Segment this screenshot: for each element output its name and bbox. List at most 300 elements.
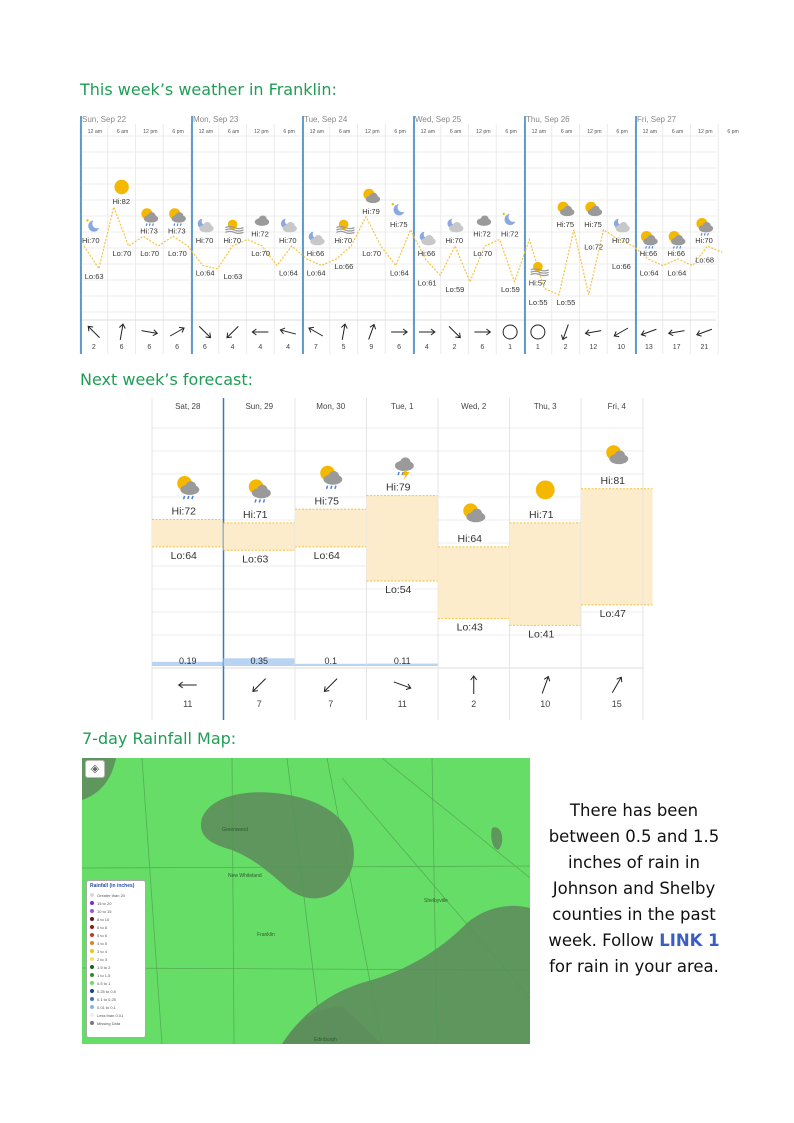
cloud-puff	[620, 222, 628, 230]
wind-arrow-icon	[179, 682, 197, 688]
high-temp-label: Hi:66	[417, 249, 436, 258]
high-temp-label: Hi:75	[584, 219, 602, 229]
hour-label: 12 pm	[365, 129, 380, 135]
cloud-moon-icon	[447, 217, 463, 232]
day-label: Sat, 28	[175, 402, 201, 411]
legend-label: Less than 0.01	[97, 1012, 124, 1018]
rain-icon	[669, 231, 686, 249]
low-temp-label: Lo:70	[362, 249, 382, 258]
partly-cloudy-icon	[363, 189, 380, 203]
cloud-puff	[186, 481, 197, 492]
low-temp-label: Lo:70	[140, 249, 160, 258]
rain-icon	[696, 218, 713, 236]
rain-drop	[649, 246, 650, 248]
map-place-label: Shelbyville	[424, 898, 448, 904]
cloud-puff	[615, 451, 626, 462]
rain-drop	[398, 472, 399, 475]
cloud-puff	[564, 206, 572, 214]
wind-arrow-icon	[322, 677, 339, 694]
low-temp-label: Lo:43	[456, 621, 483, 634]
cloud-puff	[481, 216, 489, 224]
day-label: Thu, 3	[533, 402, 557, 411]
legend-label: Missing Data	[97, 1020, 121, 1026]
legend-title: Rainfall (in inches)	[90, 883, 135, 889]
low-temp-label: Lo:47	[599, 607, 626, 620]
low-temp-label: Lo:59	[445, 284, 465, 294]
high-temp-label: Hi:72	[473, 229, 491, 239]
wind-arrow-shaft	[199, 326, 210, 337]
legend-swatch	[90, 909, 94, 913]
cloud-puff	[472, 509, 483, 519]
rain-drop	[677, 246, 678, 248]
legend-label: 5 to 6	[97, 932, 108, 938]
partly-cloudy-icon	[606, 445, 628, 464]
wind-arrow-icon	[225, 324, 241, 340]
hour-label: 12 pm	[587, 129, 602, 135]
low-temp-label: Lo:63	[242, 553, 269, 566]
fog-line	[225, 229, 243, 231]
legend-item	[90, 995, 142, 1003]
hour-label: 6 am	[338, 129, 351, 135]
calm-wind-icon	[531, 325, 545, 339]
wind-arrow-shaft	[324, 679, 337, 692]
low-temp-label: Lo:64	[195, 268, 215, 278]
legend-swatch	[90, 989, 94, 993]
low-temp-label: Lo:63	[223, 271, 243, 281]
cloud-puff	[703, 222, 711, 230]
hour-label: 6 pm	[616, 129, 628, 135]
low-temp-label: Lo:55	[528, 297, 548, 307]
wind-speed-label: 6	[119, 344, 124, 351]
high-temp-label: Hi:71	[528, 508, 554, 521]
legend-label: 0.1 to 0.25	[97, 996, 116, 1002]
legend-item	[90, 963, 142, 971]
cloud-puff	[148, 212, 156, 220]
cloud-puff	[203, 222, 211, 230]
high-temp-label: Hi:73	[140, 226, 158, 236]
wind-arrow-icon	[197, 324, 213, 340]
day-label: Wed, 2	[461, 402, 487, 411]
this-week-chart	[80, 115, 739, 354]
cloud-puff	[370, 193, 378, 201]
hour-label: 12 am	[87, 129, 103, 135]
day-label: Sun, Sep 22	[82, 115, 127, 124]
rain-drop	[259, 499, 260, 502]
rain-drop	[708, 233, 709, 235]
wind-speed-label: 17	[672, 344, 681, 351]
next-week-chart	[152, 398, 644, 720]
low-temp-label: Lo:64	[279, 268, 298, 278]
wind-speed-label: 6	[397, 344, 402, 351]
wind-arrow-icon	[366, 323, 377, 340]
hour-label: 12 pm	[698, 129, 713, 135]
hour-label: 6 pm	[505, 129, 517, 135]
cloud-puff	[647, 235, 655, 243]
wind-speed-label: 6	[202, 344, 207, 351]
rain-drop	[263, 499, 264, 502]
cloud-puff	[675, 235, 683, 243]
legend-item	[90, 971, 142, 979]
legend-label: 2 to 3	[97, 956, 108, 962]
rain-drop	[701, 233, 702, 235]
sun-disc	[114, 180, 128, 194]
wind-arrow-icon	[339, 324, 348, 341]
rainfall-summary-text: There has been between 0.5 and 1.5 inches of rain in Johnson and Shelby counties in the past week. Follow	[548, 801, 720, 950]
wind-speed-label: 1	[508, 344, 513, 351]
precip-label: 0.11	[393, 656, 411, 666]
wind-speed-label: 2	[452, 344, 457, 351]
wind-speed-label: 2	[91, 344, 96, 351]
high-temp-label: Hi:64	[457, 532, 483, 545]
legend-swatch	[90, 1005, 94, 1009]
hour-label: 12 pm	[476, 129, 491, 135]
legend-swatch	[90, 949, 94, 953]
rain-icon	[169, 208, 186, 226]
low-temp-label: Lo:54	[385, 584, 412, 596]
cloud-puff	[329, 471, 340, 482]
legend-item	[90, 1019, 142, 1027]
high-temp-label: Hi:72	[251, 229, 269, 239]
wind-arrow-icon	[668, 328, 685, 337]
hour-label: 12 am	[531, 129, 547, 135]
legend-swatch	[90, 1013, 94, 1017]
rainfall-map-heading: 7-day Rainfall Map:	[82, 729, 237, 748]
wind-arrow-icon	[471, 676, 477, 694]
rain-icon	[320, 466, 342, 489]
legend-swatch	[90, 997, 94, 1001]
high-temp-label: Hi:70	[695, 236, 713, 245]
legend-label: 0.5 to 1	[97, 980, 111, 986]
wind-arrow-icon	[169, 325, 186, 338]
low-temp-label: Lo:64	[667, 268, 687, 278]
wind-arrow-shaft	[88, 326, 99, 337]
map-layer	[82, 758, 530, 1044]
high-temp-label: Hi:72	[501, 229, 519, 239]
moon-icon	[86, 219, 102, 232]
cloud-moon-icon	[281, 217, 297, 232]
layers-button[interactable]	[85, 760, 105, 778]
rain-drop	[180, 223, 181, 225]
legend-swatch	[90, 981, 94, 985]
link-1[interactable]: LINK 1	[659, 931, 720, 950]
legend-swatch	[90, 941, 94, 945]
day-label: Tue, 1	[391, 402, 414, 411]
high-temp-label: Hi:57	[528, 278, 547, 288]
rain-drop	[680, 246, 681, 248]
wind-arrow-icon	[474, 329, 490, 335]
rain-drop	[255, 499, 256, 502]
sun-icon	[114, 180, 128, 194]
moon-icon	[503, 212, 519, 225]
high-temp-label: Hi:70	[82, 236, 100, 245]
temperature-band	[367, 496, 439, 581]
low-temp-label: Lo:70	[473, 249, 493, 258]
legend-swatch	[90, 973, 94, 977]
high-temp-label: Hi:66	[639, 249, 658, 258]
cloud-icon	[477, 216, 491, 226]
rain-drop	[652, 246, 653, 248]
high-temp-label: Hi:70	[612, 236, 630, 245]
rainfall-summary	[546, 798, 722, 980]
wind-speed-label: 5	[341, 344, 346, 351]
wind-speed-label: 6	[480, 344, 485, 351]
wind-speed-label: 6	[175, 344, 180, 351]
high-temp-label: Hi:66	[667, 249, 686, 258]
legend-swatch	[90, 925, 94, 929]
day-label: Mon, Sep 23	[193, 115, 239, 124]
legend-swatch	[90, 901, 94, 905]
legend-item	[90, 1003, 142, 1011]
rain-drop	[177, 223, 178, 225]
rain-drop	[188, 496, 189, 499]
rain-drop	[327, 486, 328, 489]
legend-item	[90, 891, 142, 899]
legend-label: 4 to 5	[97, 940, 108, 946]
hour-label: 6 pm	[172, 129, 184, 135]
cloud-puff	[592, 206, 600, 214]
temperature-band	[224, 523, 296, 550]
day-label: Fri, Sep 27	[637, 115, 677, 124]
rain-drop	[646, 246, 647, 248]
hour-label: 6 pm	[283, 129, 295, 135]
temperature-band	[438, 547, 510, 619]
rain-drop	[673, 246, 674, 248]
legend-label: 6 to 8	[97, 924, 108, 930]
wind-arrow-icon	[640, 326, 657, 337]
wind-arrow-shaft	[449, 326, 460, 337]
low-temp-label: Lo:41	[528, 628, 555, 641]
star	[392, 203, 394, 205]
low-temp-label: Lo:72	[584, 242, 604, 252]
fog-line	[336, 229, 354, 231]
cloud-puff	[259, 216, 267, 224]
cloud-moon-icon	[614, 217, 630, 232]
wind-arrow-icon	[141, 328, 158, 337]
low-temp-label: Lo:70	[112, 249, 132, 258]
cloud-puff	[314, 235, 322, 243]
wind-arrow-icon	[86, 324, 102, 340]
legend-label: 0.01 to 0.1	[97, 1004, 116, 1010]
hour-label: 12 am	[198, 129, 214, 135]
low-temp-label: Lo:66	[334, 262, 354, 271]
high-temp-label: Hi:72	[171, 505, 197, 518]
temperature-band	[152, 520, 224, 547]
legend-item	[90, 915, 142, 923]
map-place-label: Greenwood	[222, 827, 248, 833]
legend-item	[90, 955, 142, 963]
wind-arrow-shaft	[612, 677, 621, 693]
wind-arrow-icon	[696, 326, 713, 337]
hour-label: 6 pm	[727, 129, 739, 135]
wind-arrow-icon	[280, 327, 297, 337]
wind-arrow-icon	[251, 677, 268, 694]
moon-icon	[392, 203, 408, 216]
hour-label: 12 am	[642, 129, 658, 135]
day-label: Sun, 29	[245, 402, 274, 411]
wind-speed-label: 4	[230, 344, 235, 351]
high-temp-label: Hi:70	[195, 236, 214, 245]
legend-swatch	[90, 917, 94, 921]
wind-speed-label: 7	[256, 699, 262, 709]
partly-cloudy-icon	[463, 503, 485, 522]
legend-label: 8 to 10	[97, 916, 110, 922]
temperature-band	[295, 509, 367, 547]
wind-speed-label: 12	[589, 344, 598, 351]
high-temp-label: Hi:75	[390, 219, 408, 229]
legend-item	[90, 907, 142, 915]
low-temp-label: Lo:70	[251, 249, 271, 258]
legend-swatch	[90, 893, 94, 897]
wind-speed-label: 10	[540, 699, 551, 709]
hour-label: 12 am	[420, 129, 436, 135]
rain-drop	[335, 486, 336, 489]
legend-label: 0.25 to 0.5	[97, 988, 116, 994]
low-temp-label: Lo:68	[695, 255, 715, 265]
temperature-band	[510, 523, 582, 625]
legend-label: 10 to 15	[97, 908, 112, 914]
sun-icon	[536, 480, 555, 499]
legend-rows	[90, 891, 142, 1027]
low-temp-label: Lo:66	[612, 262, 631, 271]
legend-label: 1.5 to 2	[97, 964, 111, 970]
wind-speed-label: 4	[286, 344, 291, 351]
low-temp-label: Lo:63	[84, 271, 104, 281]
wind-speed-label: 6	[147, 344, 152, 351]
low-temp-label: Lo:55	[556, 297, 576, 307]
wind-arrow-icon	[585, 328, 602, 337]
moon-cut	[509, 212, 519, 222]
wind-arrow-icon	[117, 324, 126, 341]
cloud-moon-icon	[198, 217, 214, 232]
day-label: Tue, Sep 24	[304, 115, 348, 124]
wind-arrow-icon	[393, 679, 412, 691]
legend-label: 1 to 1.5	[97, 972, 111, 978]
day-label: Mon, 30	[316, 402, 346, 411]
moon-cut	[92, 219, 102, 229]
high-temp-label: Hi:70	[279, 236, 297, 245]
wind-speed-label: 21	[700, 344, 709, 351]
low-temp-label: Lo:64	[390, 268, 409, 278]
next-week-heading: Next week’s forecast:	[80, 370, 253, 389]
legend-swatch	[90, 1021, 94, 1025]
hour-label: 12 am	[309, 129, 325, 135]
calm-wind-icon	[503, 325, 517, 339]
rain-drop	[153, 223, 154, 225]
hour-label: 12 pm	[254, 129, 269, 135]
low-temp-label: Lo:64	[170, 549, 197, 562]
rainfall-summary-tail: for rain in your area.	[549, 957, 719, 976]
rain-icon	[177, 476, 199, 499]
wind-speed-label: 1	[535, 344, 540, 351]
high-temp-label: Hi:82	[112, 197, 131, 206]
legend-item	[90, 899, 142, 907]
rain-drop	[149, 223, 150, 225]
rainfall-map[interactable]	[82, 758, 530, 1044]
legend-item	[90, 979, 142, 987]
wind-speed-label: 7	[328, 699, 334, 709]
wind-arrow-icon	[447, 324, 463, 340]
high-temp-label: Hi:75	[556, 219, 575, 229]
hour-label: 12 pm	[143, 129, 158, 135]
high-temp-label: Hi:71	[242, 508, 268, 521]
rain-icon	[249, 479, 271, 502]
partly-cloudy-icon	[585, 202, 602, 216]
rain-drop	[146, 223, 147, 225]
wind-speed-label: 4	[424, 344, 429, 351]
legend-item	[90, 939, 142, 947]
wind-arrow-icon	[419, 329, 435, 335]
precip-label: 0.1	[324, 656, 338, 666]
legend-item	[90, 1011, 142, 1019]
low-temp-label: Lo:64	[313, 549, 340, 562]
rain-drop	[184, 496, 185, 499]
high-temp-label: Hi:70	[334, 236, 353, 245]
legend-item	[90, 987, 142, 995]
rain-drop	[192, 496, 193, 499]
hour-label: 6 am	[560, 129, 573, 135]
map-place-label: New Whiteland	[228, 873, 262, 879]
cloud-puff	[425, 235, 433, 243]
day-label: Fri, 4	[607, 402, 626, 411]
high-temp-label: Hi:66	[306, 249, 325, 258]
wind-speed-label: 9	[369, 344, 374, 351]
legend-item	[90, 923, 142, 931]
day-label: Wed, Sep 25	[415, 115, 462, 124]
wind-speed-label: 4	[258, 344, 263, 351]
high-temp-label: Hi:70	[445, 236, 464, 245]
wind-arrow-shaft	[227, 326, 238, 337]
wind-arrow-icon	[252, 329, 268, 335]
cloud-puff	[257, 485, 268, 496]
legend-item	[90, 931, 142, 939]
legend-label: 3 to 4	[97, 948, 108, 954]
wind-arrow-icon	[610, 676, 624, 695]
wind-arrow-icon	[307, 325, 324, 338]
cloud-puff	[400, 457, 411, 468]
layers-icon: ◈	[90, 763, 100, 775]
low-temp-label: Lo:59	[501, 284, 520, 294]
hour-label: 6 am	[449, 129, 462, 135]
wind-speed-label: 13	[644, 344, 653, 351]
wind-arrow-shaft	[253, 679, 266, 692]
hour-label: 6 pm	[394, 129, 406, 135]
high-temp-label: Hi:81	[600, 474, 626, 487]
cloud-icon	[255, 216, 269, 226]
sun-disc	[536, 480, 555, 499]
high-temp-label: Hi:73	[168, 226, 186, 236]
map-legend	[86, 880, 146, 1038]
wind-arrow-icon	[613, 325, 630, 338]
rain-icon	[141, 208, 158, 226]
precip-label: 0.35	[250, 656, 269, 666]
cloud-puff	[176, 212, 184, 220]
low-temp-label: Lo:70	[168, 249, 187, 258]
wind-arrow-icon	[539, 676, 551, 695]
rain-drop	[704, 233, 705, 235]
wind-speed-label: 11	[397, 699, 407, 709]
wind-speed-label: 2	[563, 344, 568, 351]
legend-item	[90, 947, 142, 955]
legend-label: 15 to 20	[97, 900, 112, 906]
low-temp-label: Lo:64	[639, 268, 659, 278]
rain-drop	[174, 223, 175, 225]
star	[86, 219, 88, 221]
precip-label: 0.19	[178, 656, 197, 666]
low-temp-label: Lo:64	[306, 268, 326, 278]
day-label: Thu, Sep 26	[526, 115, 570, 124]
legend-swatch	[90, 965, 94, 969]
legend-swatch	[90, 957, 94, 961]
